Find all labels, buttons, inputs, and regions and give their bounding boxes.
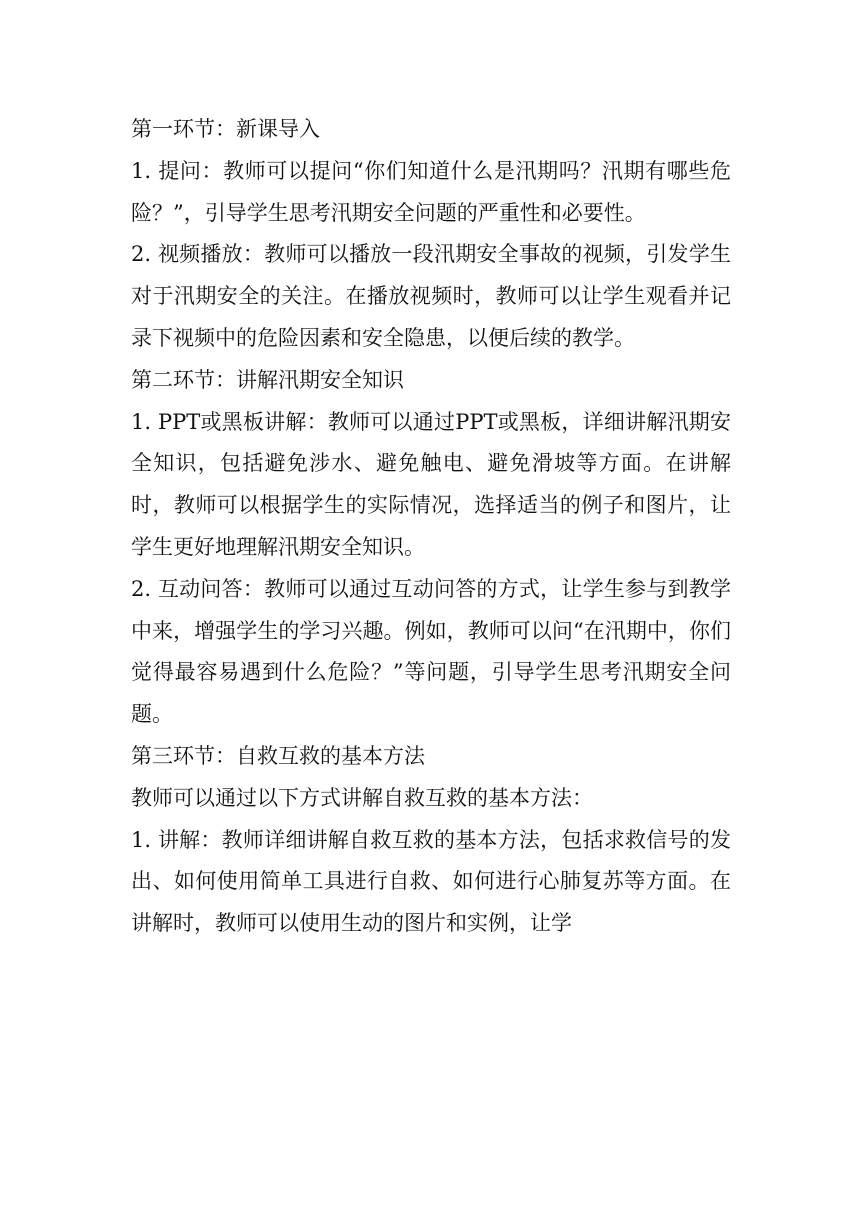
document-body bbox=[131, 109, 731, 945]
section-heading-1: 第一环节：新课导入 bbox=[131, 117, 320, 141]
paragraph-question: 1. 提问：教师可以提问“你们知道什么是汛期吗？汛期有哪些危险？”，引导学生思考汛期安全问题的严重性和必要性。 bbox=[131, 158, 731, 225]
section-heading-2: 第二环节：讲解汛期安全知识 bbox=[131, 367, 404, 392]
section-heading-3: 第三环节：自救互救的基本方法 bbox=[131, 743, 425, 768]
paragraph-interaction: 2. 互动问答：教师可以通过互动问答的方式，让学生参与到教学中来，增强学生的学习兴趣。例如，教师可以问“在汛期中，你们觉得最容易遇到什么危险？”等问题，引导学生思考汛期安全问题。 bbox=[131, 576, 731, 727]
paragraph-video: 2. 视频播放：教师可以播放一段汛期安全事故的视频，引发学生对于汛期安全的关注。在播放视频时，教师可以让学生观看并记录下视频中的危险因素和安全隐患，以便后续的教学。 bbox=[131, 242, 731, 350]
paragraph-ppt: 1. PPT或黑板讲解：教师可以通过PPT或黑板，详细讲解汛期安全知识，包括避免涉水、避免触电、避免滑坡等方面。在讲解时，教师可以根据学生的实际情况，选择适当的例子和图片，让学生更好地理解汛期安全知识。 bbox=[131, 409, 731, 559]
paragraph-explain: 1. 讲解：教师详细讲解自救互救的基本方法，包括求救信号的发出、如何使用简单工具进行自救、如何进行心肺复苏等方面。在讲解时，教师可以使用生动的图片和实例，让学 bbox=[131, 827, 731, 936]
paragraph-intro: 教师可以通过以下方式讲解自救互救的基本方法： bbox=[131, 785, 593, 810]
